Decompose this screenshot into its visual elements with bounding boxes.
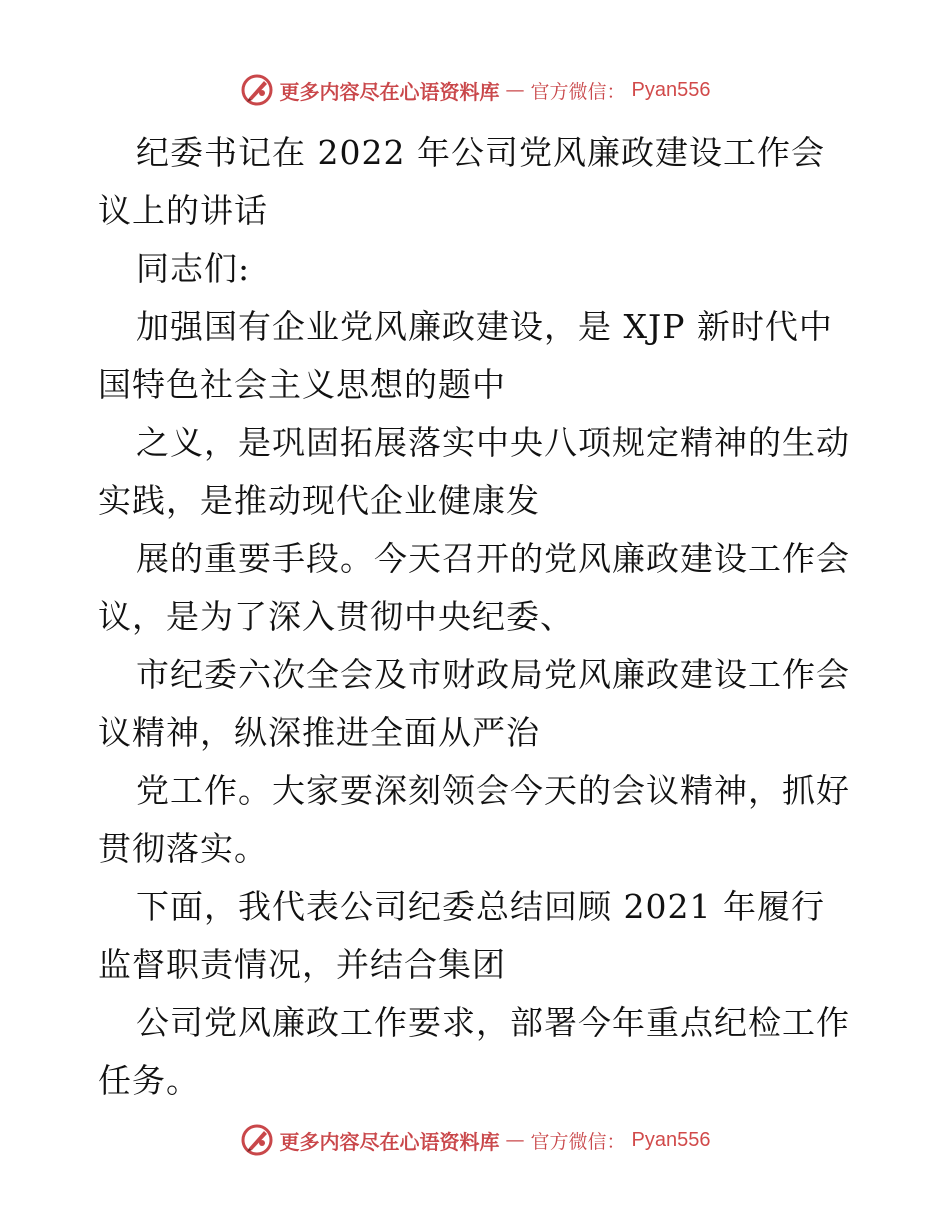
watermark-main-text: 更多内容尽在心语资料库 (279, 1129, 500, 1154)
salutation: 同志们: (136, 249, 251, 288)
paragraph: 展的重要手段。今天召开的党风廉政建设工作会议，是为了深入贯彻中央纪委、 (98, 539, 850, 636)
paragraph: 之义，是巩固拓展落实中央八项规定精神的生动实践，是推动现代企业健康发 (98, 423, 850, 520)
paragraph: 下面，我代表公司纪委总结回顾 2021 年履行监督职责情况，并结合集团 (98, 887, 825, 984)
watermark-main-text: 更多内容尽在心语资料库 (279, 79, 500, 104)
watermark-wechat-id: Pyan556 (631, 1128, 711, 1151)
paragraph: 市纪委六次全会及市财政局党风廉政建设工作会议精神，纵深推进全面从严治 (98, 655, 850, 752)
quill-pen-icon (240, 1123, 274, 1157)
watermark-header (0, 70, 950, 110)
paragraph: 党工作。大家要深刻领会今天的会议精神，抓好贯彻落实。 (98, 771, 850, 868)
paragraph: 公司党风廉政工作要求，部署今年重点纪检工作任务。 (98, 1003, 850, 1100)
quill-pen-icon (240, 73, 274, 107)
watermark-dash: — (505, 79, 525, 101)
watermark-dash: — (505, 1129, 525, 1151)
watermark-footer (0, 1120, 950, 1160)
document-body (98, 124, 858, 1110)
watermark-sub-text: 官方微信： (530, 80, 626, 103)
paragraph: 加强国有企业党风廉政建设，是 XJP 新时代中国特色社会主义思想的题中 (98, 307, 833, 404)
watermark-sub-text: 官方微信： (530, 1130, 626, 1153)
watermark-wechat-id: Pyan556 (631, 78, 711, 101)
document-title: 纪委书记在 2022 年公司党风廉政建设工作会议上的讲话 (98, 133, 825, 230)
